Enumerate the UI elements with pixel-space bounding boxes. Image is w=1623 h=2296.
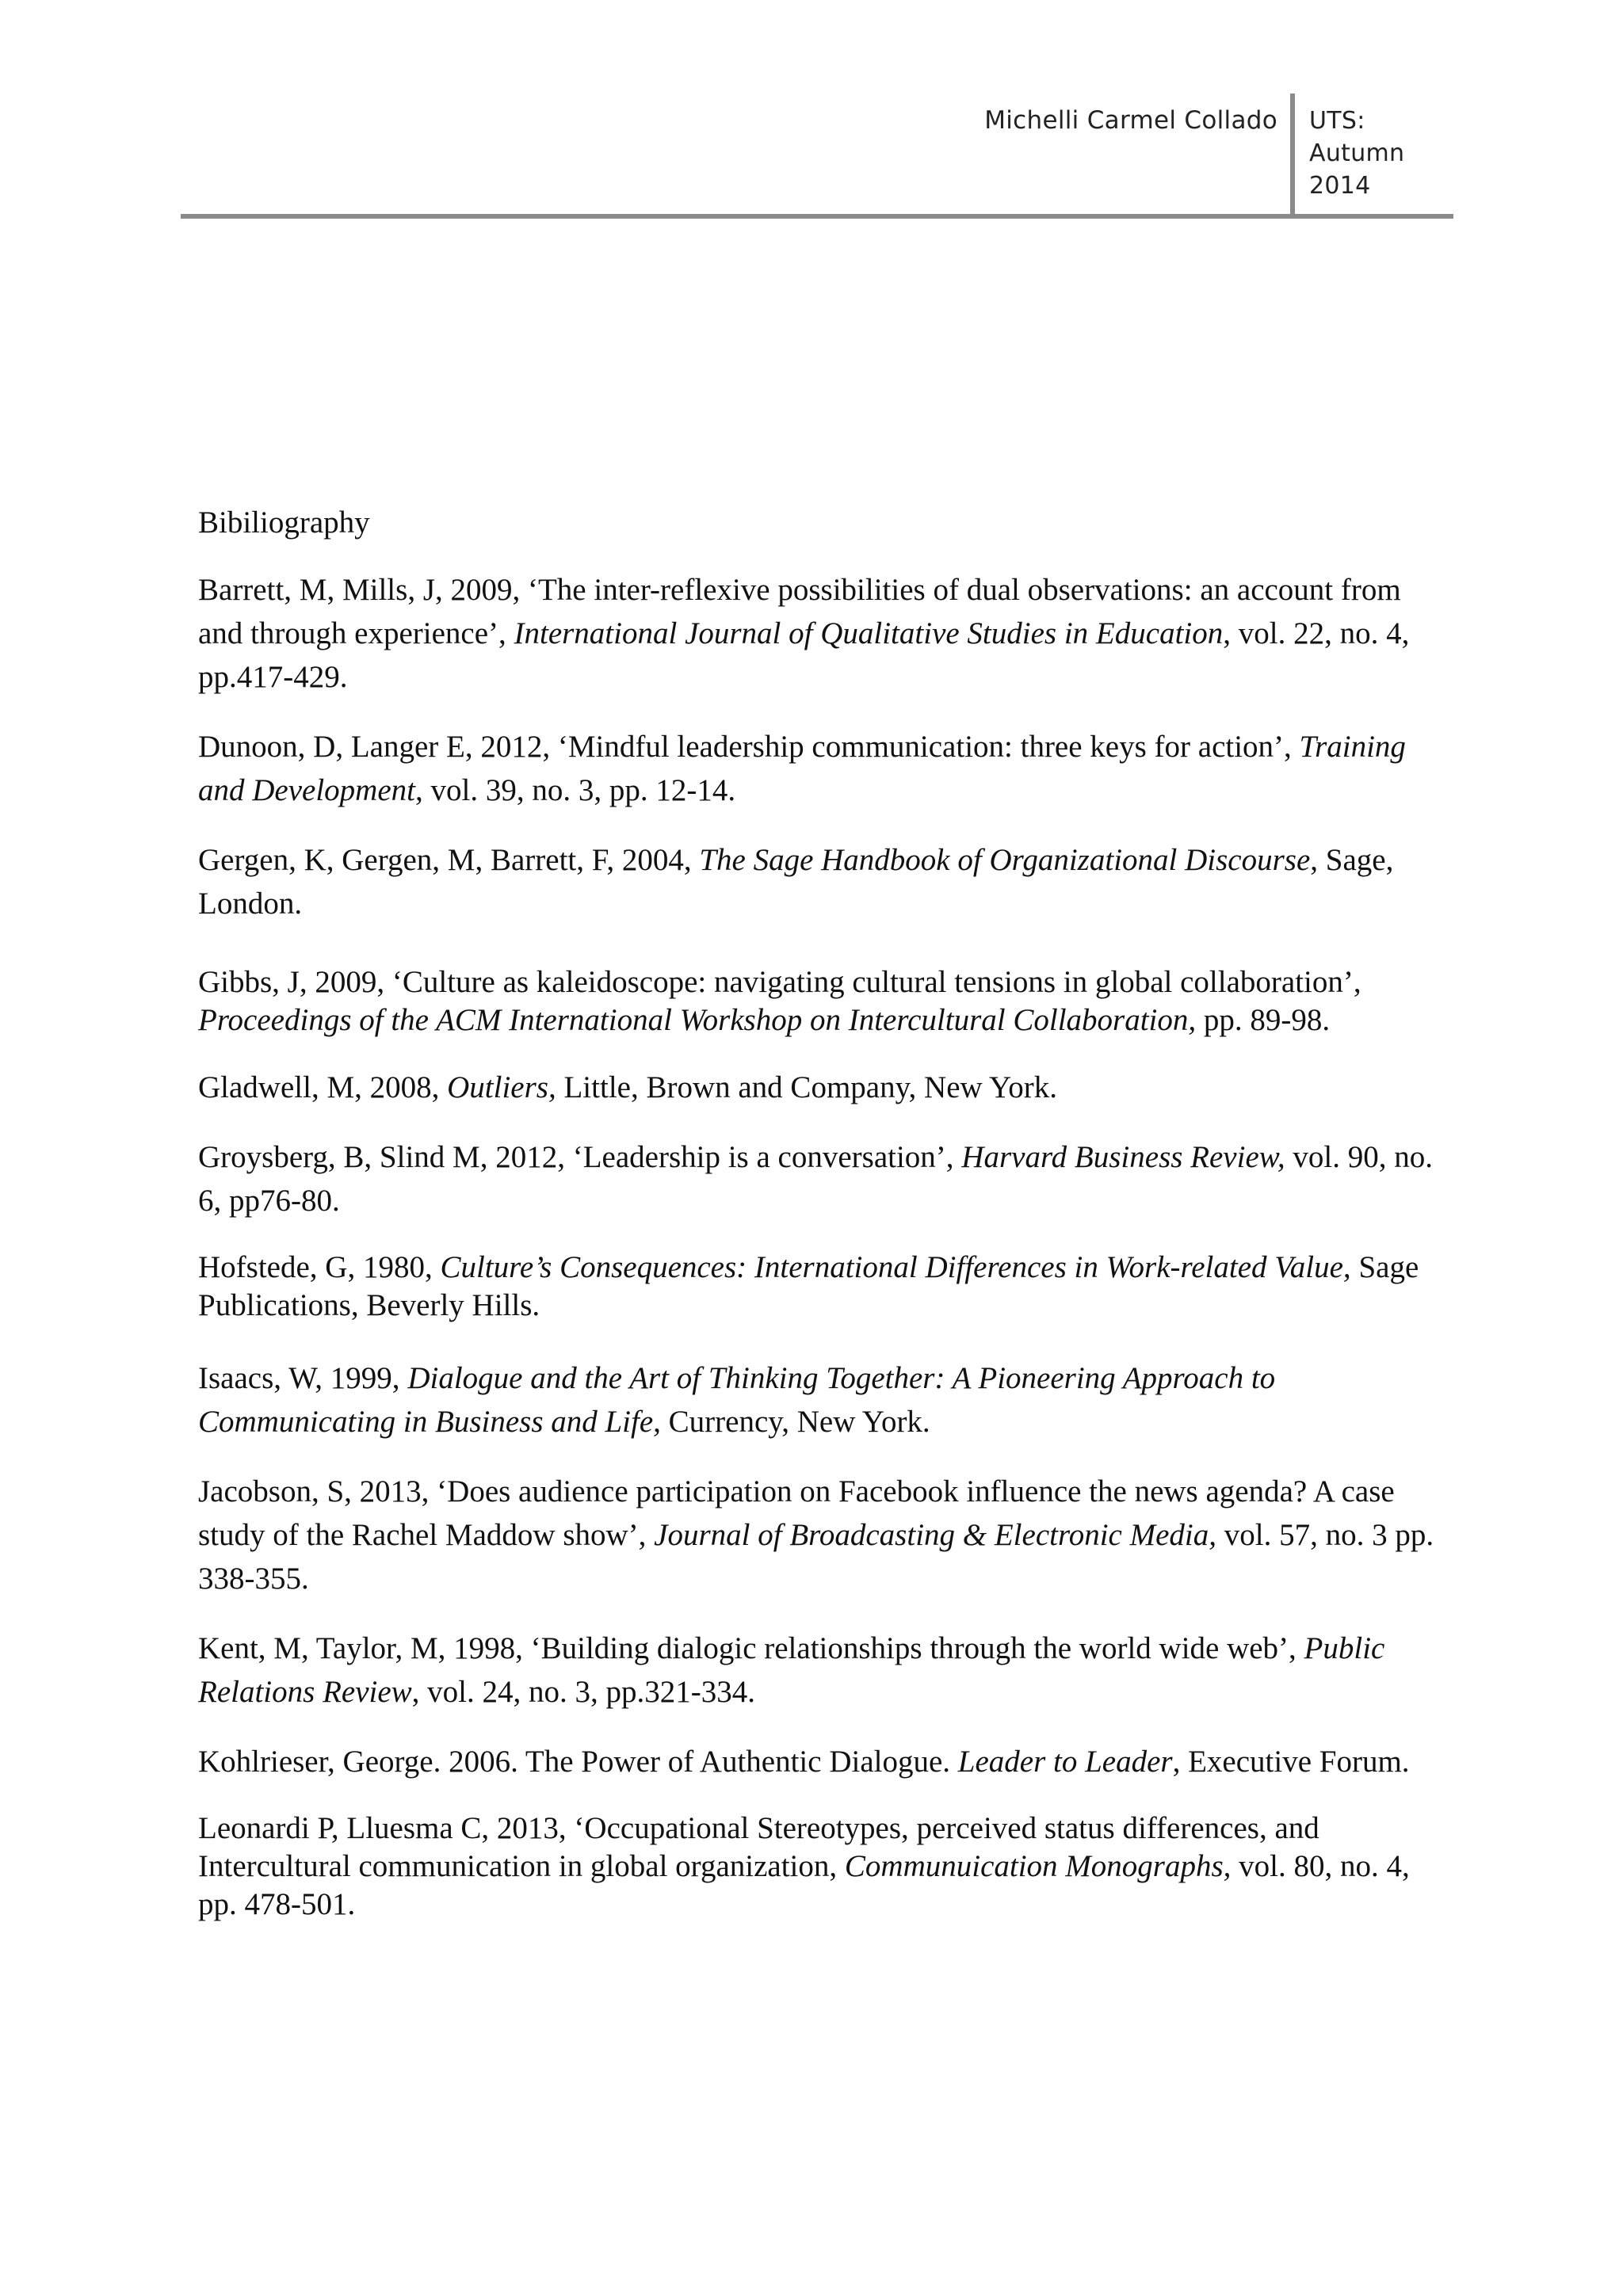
reference-details: Sage Publications, Beverly Hills. (198, 1250, 1419, 1322)
reference-source: Journal of Broadcasting & Electronic Media, (654, 1518, 1216, 1552)
reference-text: Gladwell, M, 2008, (198, 1070, 448, 1104)
reference-text: Groysberg, B, Slind M, 2012, ‘Leadership is a conversation’, (198, 1140, 962, 1174)
reference-text: Kohlrieser, George. 2006. The Power of Authentic Dialogue. (198, 1745, 958, 1779)
reference-kent (198, 1627, 1450, 1714)
header-institution (1309, 105, 1404, 202)
reference-isaacs (198, 1356, 1450, 1444)
reference-source: Communuication Monographs, (844, 1849, 1232, 1883)
reference-details: vol. 80, no. 4, pp. 478-501. (198, 1849, 1410, 1921)
header-institution-line: UTS: (1309, 107, 1365, 135)
reference-text: Leonardi P, Lluesma C, 2013, ‘Occupational Stereotypes, perceived status differences, and Intercultural communication in global organization, (198, 1811, 1319, 1883)
reference-leonardi (198, 1810, 1450, 1924)
reference-kohlrieser (198, 1740, 1450, 1783)
reference-details: pp. 89-98. (1196, 1003, 1331, 1037)
reference-text: Dunoon, D, Langer E, 2012, ‘Mindful leadership communication: three keys for action’, (198, 730, 1300, 764)
reference-text: Hofstede, G, 1980, (198, 1250, 441, 1284)
header-author: Michelli Carmel Collado (984, 106, 1277, 135)
reference-gergen (198, 838, 1450, 925)
reference-barrett (198, 568, 1450, 699)
reference-source: Training and Development (198, 730, 1406, 807)
reference-source: Outliers, (447, 1070, 556, 1104)
reference-source: Harvard Business Review, (961, 1140, 1285, 1174)
reference-details: , vol. 24, no. 3, pp.321-334. (411, 1675, 755, 1709)
reference-details: vol. 57, no. 3 pp. 338-355. (198, 1518, 1434, 1596)
reference-source: The Sage Handbook of Organizational Discourse (699, 843, 1311, 877)
reference-text: Gibbs, J, 2009, ‘Culture as kaleidoscope: navigating cultural tensions in global collaboration’, (198, 965, 1361, 999)
reference-details: , Executive Forum. (1172, 1745, 1410, 1779)
reference-source: International Journal of Qualitative Studies in Education (514, 616, 1224, 650)
page-header (181, 93, 1453, 219)
reference-source: Culture’s Consequences: International Differences in Work-related Value, (440, 1250, 1351, 1284)
reference-details: Currency, New York. (660, 1405, 930, 1439)
reference-dunoon (198, 725, 1450, 812)
header-institution-line: 2014 (1309, 172, 1371, 200)
reference-details: , vol. 39, no. 3, pp. 12-14. (415, 773, 736, 807)
reference-text: Barrett, M, Mills, J, 2009, ‘The inter-reflexive possibilities of dual observations: an account from and through experience’, (198, 573, 1401, 650)
header-divider (1290, 93, 1295, 214)
reference-jacobson (198, 1470, 1450, 1600)
reference-gibbs (198, 963, 1450, 1039)
reference-source: Proceedings of the ACM International Workshop on Intercultural Collaboration, (198, 1003, 1197, 1037)
reference-text: Kent, M, Taylor, M, 1998, ‘Building dialogic relationships through the world wide web’, (198, 1631, 1304, 1665)
reference-source: Leader to Leader (957, 1745, 1173, 1779)
reference-details: Little, Brown and Company, New York. (556, 1070, 1057, 1104)
reference-groysberg (198, 1135, 1450, 1222)
bibliography-heading: Bibiliography (198, 505, 370, 540)
reference-details: , vol. 22, no. 4, pp.417-429. (198, 616, 1410, 694)
reference-text: Isaacs, W, 1999, (198, 1361, 408, 1395)
bibliography (198, 501, 1450, 1950)
reference-hofstede (198, 1249, 1450, 1325)
reference-source: Dialogue and the Art of Thinking Together: A Pioneering Approach to Communicating in Business and Life, (198, 1361, 1276, 1439)
reference-details: , Sage, London. (198, 843, 1394, 921)
header-institution-line: Autumn (1309, 139, 1405, 167)
reference-source: Public Relations Review (198, 1631, 1385, 1709)
reference-details: vol. 90, no. 6, pp76-80. (198, 1140, 1433, 1218)
reference-text: Jacobson, S, 2013, ‘Does audience participation on Facebook influence the news agenda? A case study of the Rachel Maddow show’, (198, 1474, 1395, 1552)
reference-text: Gergen, K, Gergen, M, Barrett, F, 2004, (198, 843, 700, 877)
reference-gladwell (198, 1066, 1450, 1109)
